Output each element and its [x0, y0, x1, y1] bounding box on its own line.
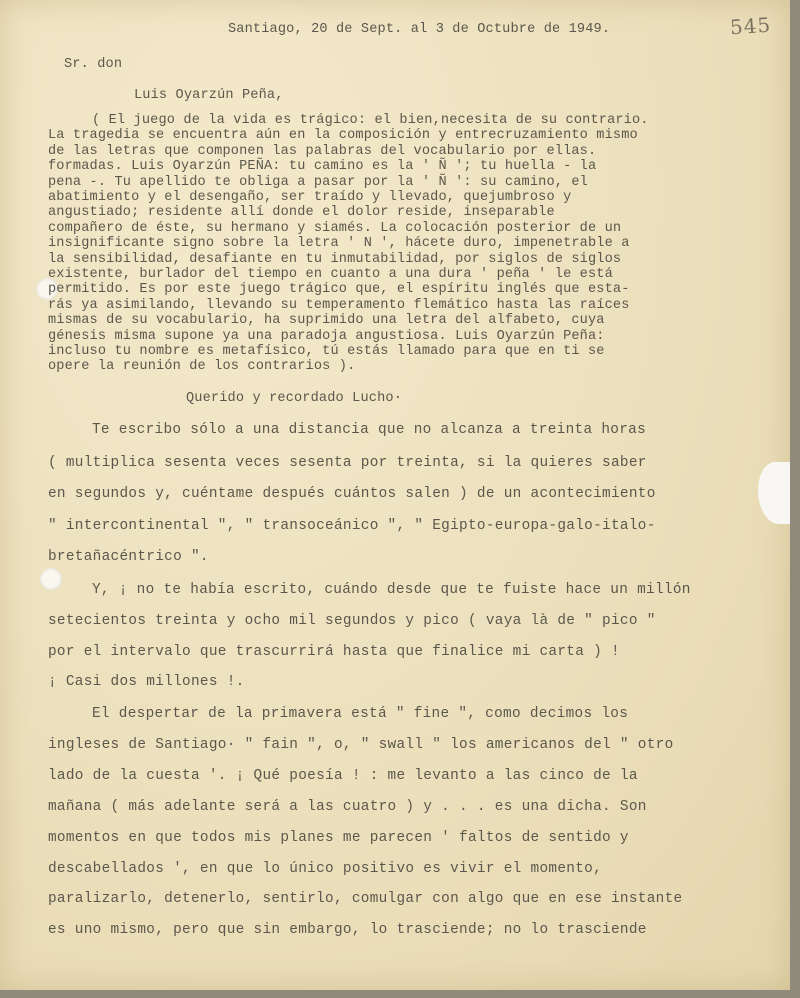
body-line: ( multiplica sesenta veces sesenta por treinta, si la quieres saber: [48, 455, 647, 471]
intro-line: pena -. Tu apellido te obliga a pasar por la ' Ñ ': su camino, el: [48, 174, 588, 190]
body-line: setecientos treinta y ocho mil segundos y pico ( vaya là de " pico ": [48, 613, 656, 629]
body-line: bretañacéntrico ".: [48, 549, 209, 565]
salutation-title: Sr. don: [64, 57, 123, 72]
body-line: " intercontinental ", " transoceánico ", " Egipto-europa-galo-italo-: [48, 518, 656, 534]
greeting: Querido y recordado Lucho·: [186, 391, 402, 406]
body-line: Te escribo sólo a una distancia que no alcanza a treinta horas: [92, 422, 647, 438]
dateline: Santiago, 20 de Sept. al 3 de Octubre de 1949.: [228, 22, 611, 37]
body-line: descabellados ', en que lo único positivo es vivir el momento,: [48, 861, 603, 877]
addressee: Luis Oyarzún Peña,: [134, 88, 284, 103]
body-line: ingleses de Santiago· " fain ", o, " swall " los americanos del " otro: [48, 737, 674, 753]
body-line: El despertar de la primavera está " fine ", como decimos los: [92, 706, 629, 722]
intro-line: compañero de éste, su hermano y siamés. La colocación posterior de un: [48, 220, 622, 236]
intro-line: de las letras que componen las palabras del vocabulario por ellas.: [48, 143, 597, 159]
intro-line: ( El juego de la vida es trágico: el bien,necesita de su contrario.: [92, 113, 649, 128]
intro-line: permitido. Es por este juego trágico que, el espíritu inglés que esta-: [48, 282, 630, 298]
intro-line: abatimiento y el desengaño, ser traído y llevado, quejumbroso y: [48, 190, 572, 205]
intro-line: la sensibilidad, desafiante en tu inmutabilidad, por siglos de siglos: [48, 251, 622, 267]
intro-line: existente, burlador del tiempo en cuanto a una dura ' peña ' le está: [48, 267, 613, 282]
body-line: es uno mismo, pero que sin embargo, lo trasciende; no lo trasciende: [48, 922, 647, 938]
body-line: ¡ Casi dos millones !.: [48, 674, 245, 690]
torn-edge: [758, 462, 790, 524]
body-line: Y, ¡ no te había escrito, cuándo desde que te fuiste hace un millón: [92, 582, 691, 598]
intro-line: mismas de su vocabulario, ha suprimido una letra del alfabeto, cuya: [48, 313, 605, 329]
intro-line: angustiado; residente allí donde el dolor reside, inseparable: [48, 205, 555, 221]
intro-line: incluso tu nombre es metafísico, tú estás llamado para que en ti se: [48, 344, 605, 359]
body-line: mañana ( más adelante será a las cuatro ) y . . . es una dicha. Son: [48, 799, 647, 815]
body-line: por el intervalo que trascurrirá hasta que finalice mi carta ) !: [48, 644, 620, 660]
intro-line: opere la reunión de los contrarios ).: [48, 359, 356, 375]
body-line: lado de la cuesta '. ¡ Qué poesía ! : me levanto a las cinco de la: [48, 768, 638, 784]
intro-line: insignificante signo sobre la letra ' N ', hácete duro, impenetrable a: [48, 236, 630, 252]
page-number: 545: [729, 12, 772, 40]
punch-hole: [40, 568, 62, 590]
body-line: paralizarlo, detenerlo, sentirlo, comulgar con algo que en ese instante: [48, 891, 683, 907]
body-line: momentos en que todos mis planes me parecen ' faltos de sentido y: [48, 830, 629, 846]
intro-line: La tragedia se encuentra aún en la composición y entrecruzamiento mismo: [48, 128, 638, 144]
body-line: en segundos y, cuéntame después cuántos salen ) de un acontecimiento: [48, 486, 656, 502]
intro-line: formadas. Luis Oyarzún PEÑA: tu camino es la ' Ñ '; tu huella - la: [48, 159, 597, 175]
intro-line: rás ya asimilando, llevando su temperamento flemático hasta las raíces: [48, 297, 630, 313]
intro-line: génesis misma supone ya una paradoja angustiosa. Luis Oyarzún Peña:: [48, 328, 605, 344]
